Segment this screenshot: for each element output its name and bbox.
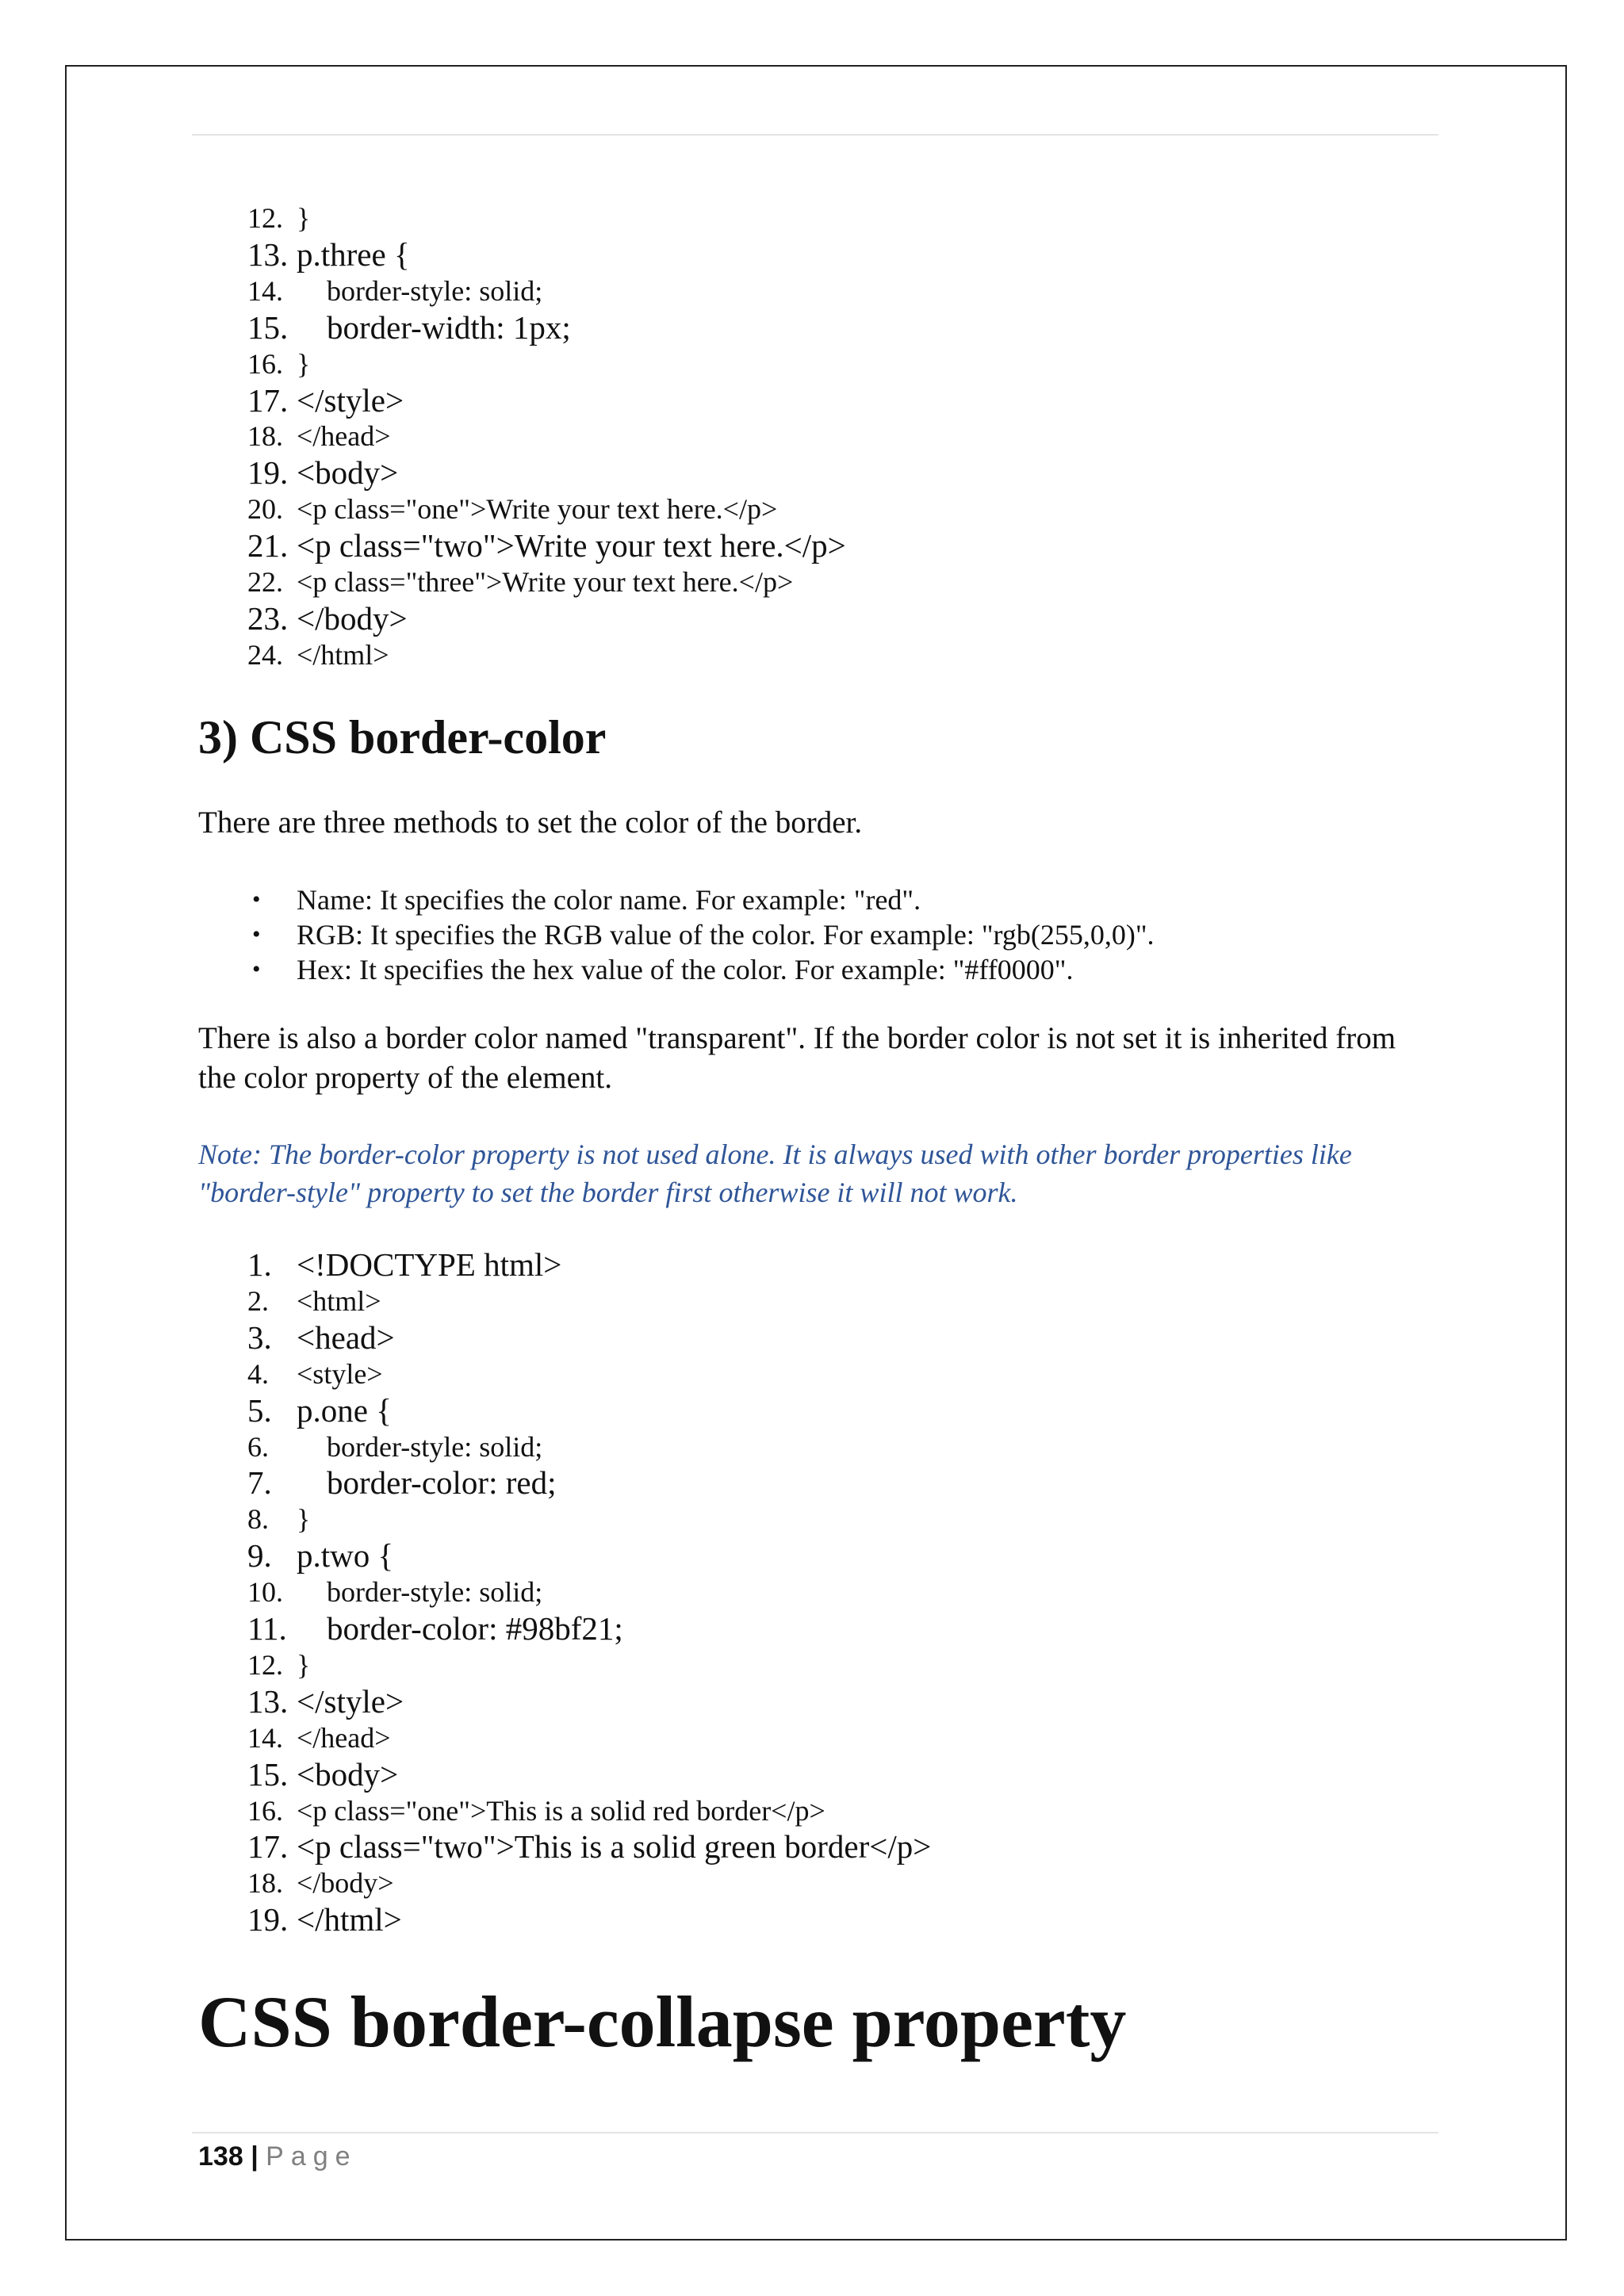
code-line-text: <head>: [297, 1318, 395, 1356]
code-line-number: 14.: [247, 274, 283, 307]
code-line-text: p.three {: [297, 235, 410, 273]
code-line: [0, 1356, 1269, 1392]
code-line-text: }: [297, 1648, 311, 1681]
code-line: [0, 1464, 1269, 1501]
code-line-text: </html>: [297, 638, 389, 671]
code-line-text: <p class="three">Write your text here.</p>: [297, 566, 794, 598]
code-line: [0, 454, 1269, 491]
code-line: [0, 1865, 1269, 1901]
code-line-number: 11.: [247, 1610, 287, 1647]
bullet-glyph: •: [252, 886, 261, 913]
code-line-number: 10.: [247, 1576, 283, 1609]
code-line: [0, 527, 1269, 564]
note-paragraph: Note: The border-color property is not used alone. It is always used with other border properties like "border-style" property to set the border first otherwise it will not work.: [198, 1138, 1352, 1208]
transparent-paragraph: There is also a border color named "transparent". If the border color is not set it is inherited from the color property of the element.: [198, 1021, 1396, 1095]
page-number: 138: [198, 2141, 243, 2172]
code-line-text: <style>: [297, 1357, 383, 1390]
code-line-text: <!DOCTYPE html>: [297, 1246, 562, 1283]
code-line: [0, 1647, 1269, 1683]
code-line-text: border-color: #98bf21;: [327, 1610, 623, 1647]
code-line-text: </body>: [297, 1867, 394, 1900]
code-line: [0, 1574, 1269, 1610]
bullet-text: Name: It specifies the color name. For example: "red".: [297, 884, 921, 916]
bullet-glyph: •: [252, 921, 261, 947]
code-line-text: </html>: [297, 1901, 402, 1938]
code-line: [0, 1720, 1269, 1756]
code-line: [0, 1901, 1269, 1938]
code-line-text: </head>: [297, 1721, 391, 1754]
code-line: [0, 382, 1269, 419]
code-line-text: <body>: [297, 1755, 399, 1793]
code-line-number: 21.: [247, 527, 289, 564]
code-line-number: 24.: [247, 638, 283, 671]
code-line-text: border-style: solid;: [327, 1430, 543, 1463]
bullet-item: [0, 917, 1348, 952]
code-line-number: 17.: [247, 1828, 289, 1866]
code-line-number: 20.: [247, 493, 283, 526]
code-line-text: <body>: [297, 454, 399, 492]
code-line-text: border-color: red;: [327, 1464, 557, 1502]
code-line: [0, 1828, 1269, 1865]
code-line: [0, 1319, 1269, 1356]
code-line: [0, 1537, 1269, 1574]
code-line: [0, 346, 1269, 382]
code-line-number: 22.: [247, 566, 283, 598]
footer-separator: |: [251, 2141, 259, 2172]
code-line-number: 23.: [247, 599, 289, 637]
code-line-number: 13.: [247, 1682, 289, 1720]
bullet-text: RGB: It specifies the RGB value of the color. For example: "rgb(255,0,0)".: [297, 919, 1155, 951]
code-line: [0, 1429, 1269, 1465]
code-line-text: <p class="one">This is a solid red border</p>: [297, 1794, 825, 1827]
bullet-item: [0, 882, 1348, 917]
code-line: [0, 1246, 1269, 1283]
page-label: Page: [266, 2141, 358, 2172]
code-line-number: 18.: [247, 420, 283, 453]
code-line: [0, 491, 1269, 527]
code-line: [0, 200, 1269, 236]
code-line: [0, 1283, 1269, 1319]
code-line-text: }: [297, 347, 311, 380]
code-line-text: p.two {: [297, 1537, 394, 1575]
code-line: [0, 1610, 1269, 1647]
code-line: [0, 309, 1269, 346]
code-line: [0, 273, 1269, 309]
code-line-number: 2.: [247, 1284, 269, 1317]
code-line-text: <p class="two">This is a solid green border</p>: [297, 1828, 932, 1866]
page-footer: [198, 2141, 358, 2172]
code-line: [0, 1683, 1269, 1720]
section-heading: 3) CSS border-color: [198, 711, 607, 763]
header-rule: [192, 134, 1438, 136]
code-line-number: 1.: [247, 1246, 272, 1283]
code-line-number: 3.: [247, 1318, 272, 1356]
code-line-number: 5.: [247, 1391, 272, 1429]
code-line-text: </style>: [297, 381, 404, 419]
code-line: [0, 1392, 1269, 1429]
code-line: [0, 1756, 1269, 1793]
bullet-text: Hex: It specifies the hex value of the color. For example: "#ff0000".: [297, 954, 1074, 985]
code-line-text: }: [297, 1503, 311, 1536]
code-line-number: 16.: [247, 1794, 283, 1827]
code-line-number: 15.: [247, 308, 289, 346]
code-line-number: 4.: [247, 1357, 269, 1390]
footer-rule: [192, 2132, 1438, 2133]
code-line-number: 6.: [247, 1430, 269, 1463]
code-line-text: <html>: [297, 1284, 381, 1317]
code-line-number: 12.: [247, 1648, 283, 1681]
code-line-number: 13.: [247, 235, 289, 273]
code-line: [0, 564, 1269, 600]
code-line-number: 9.: [247, 1537, 272, 1575]
bullet-item: [0, 952, 1348, 987]
code-line: [0, 236, 1269, 273]
code-line-number: 15.: [247, 1755, 289, 1793]
code-line-text: </style>: [297, 1682, 404, 1720]
code-line-text: p.one {: [297, 1391, 392, 1429]
code-line-text: <p class="one">Write your text here.</p>: [297, 493, 778, 526]
code-line-number: 19.: [247, 1901, 289, 1938]
code-line-number: 18.: [247, 1867, 283, 1900]
code-line: [0, 600, 1269, 637]
code-line-number: 8.: [247, 1503, 269, 1536]
code-line-number: 16.: [247, 347, 283, 380]
code-line-number: 14.: [247, 1721, 283, 1754]
code-line-text: }: [297, 202, 311, 234]
code-line-number: 17.: [247, 381, 289, 419]
code-line-number: 19.: [247, 454, 289, 492]
code-line: [0, 1793, 1269, 1829]
intro-paragraph: There are three methods to set the color of the border.: [198, 806, 863, 840]
code-line: [0, 637, 1269, 673]
code-line: [0, 1501, 1269, 1537]
code-line-text: <p class="two">Write your text here.</p>: [297, 527, 846, 564]
code-line-text: </head>: [297, 420, 391, 453]
code-line-text: border-style: solid;: [327, 1576, 543, 1609]
code-line-number: 7.: [247, 1464, 272, 1502]
big-heading: CSS border-collapse property: [198, 1981, 1127, 2062]
code-line-number: 12.: [247, 202, 283, 234]
code-line-text: border-width: 1px;: [327, 308, 571, 346]
code-line-text: </body>: [297, 599, 408, 637]
bullet-glyph: •: [252, 956, 261, 982]
code-line-text: border-style: solid;: [327, 274, 543, 307]
code-line: [0, 418, 1269, 454]
